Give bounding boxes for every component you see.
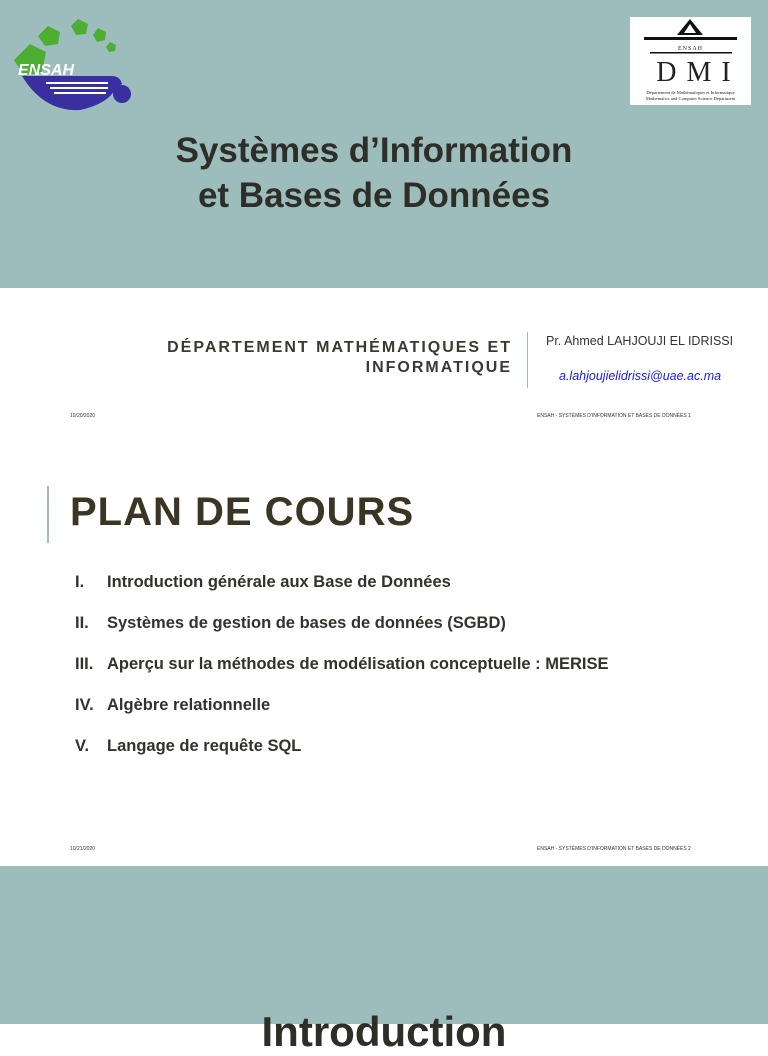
list-item-number: V. [75,737,90,755]
dmi-logo-subtitle-fr: Département de Mathématiques et Informatique [646,90,735,95]
list-item-number: I. [75,573,85,591]
list-item-text: Introduction générale aux Base de Données [107,573,451,591]
author-name: Pr. Ahmed LAHJOUJI EL IDRISSI [546,334,734,348]
slide2-footer-title: ENSAH - SYSTÈMES D'INFORMATION ET BASES DE DONNÉES [537,846,687,852]
ensah-logo [8,14,138,118]
department-line-2: INFORMATIQUE [365,359,512,376]
dmi-logo-letters: DMI [656,57,741,88]
intro-slide [0,866,768,1024]
list-item-number: III. [75,655,94,673]
dmi-logo-subtitle-en: Mathematics and Computer Science Department [645,96,736,101]
department-name [100,338,512,378]
dmi-logo [630,17,751,105]
list-item-text: Langage de requête SQL [107,737,302,755]
list-item-text: Systèmes de gestion de bases de données (SGBD) [107,614,506,632]
dmi-logo-ensah: ENSAH [677,46,703,52]
list-item [75,614,609,655]
author-email-link[interactable]: a.lahjoujielidrissi@uae.ac.ma [559,369,722,383]
divider [527,332,528,388]
list-item [75,696,609,737]
list-item [75,573,609,614]
course-title-line-2: et Bases de Données [197,176,551,215]
plan-title-accent-bar [47,486,49,543]
list-item-text: Algèbre relationnelle [107,696,271,714]
plan-title: PLAN DE COURS [70,490,415,534]
course-title-line-1: Systèmes d’Information [175,131,573,170]
list-item [75,737,609,778]
list-item-number: II. [75,614,89,632]
list-item-number: IV. [75,696,94,714]
slide2-footer-date: 10/21/2020 [70,846,96,852]
list-item [75,655,609,696]
plan-list [75,573,609,778]
slide1-footer-title: ENSAH - SYSTÈMES D'INFORMATION ET BASES DE DONNÉES [537,413,687,419]
slide1-footer-date: 10/20/2020 [70,413,96,419]
slide2-footer-page: 2 [688,846,691,852]
slide1-footer-page: 1 [688,413,691,419]
department-line-1: DÉPARTEMENT MATHÉMATIQUES ET [167,339,512,356]
intro-title: Introduction [261,1008,507,1055]
course-title [0,128,748,218]
ensah-logo-text: ENSAH [18,62,75,79]
title-slide-header [0,0,768,288]
list-item-text: Aperçu sur la méthodes de modélisation conceptuelle : MERISE [107,655,609,673]
